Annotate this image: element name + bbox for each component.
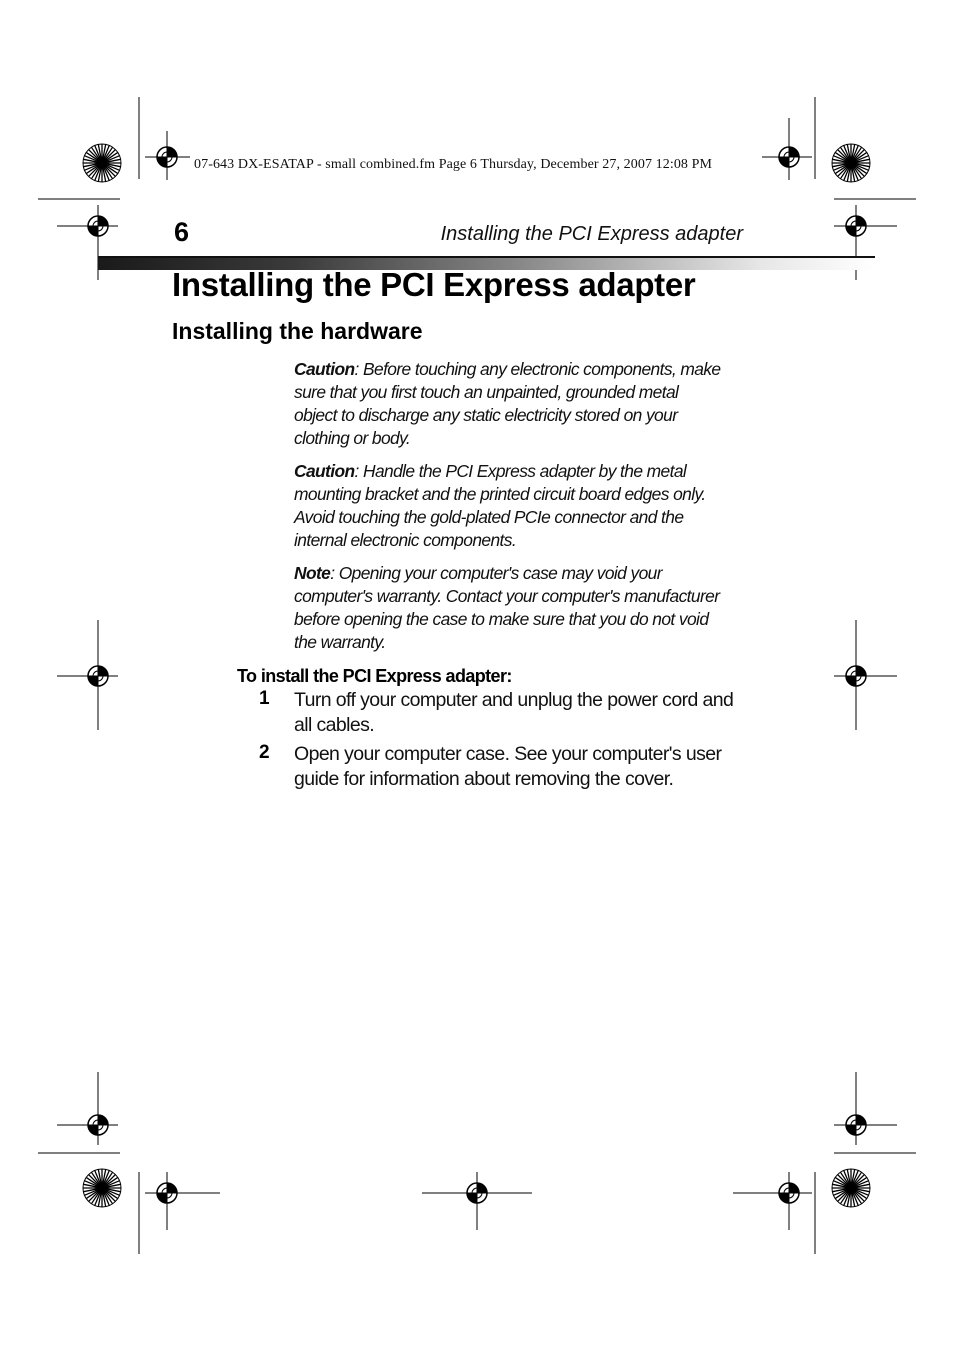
page-title: Installing the PCI Express adapter <box>172 266 696 303</box>
section-heading: Installing the hardware <box>172 318 423 344</box>
note-label: Caution <box>294 461 355 481</box>
procedure-heading: To install the PCI Express adapter: <box>237 666 512 686</box>
step-text: Open your computer case. See your computer's user guide for information about removing the cover. <box>294 743 722 790</box>
caution-note <box>294 358 724 450</box>
note-label: Caution <box>294 359 355 379</box>
warranty-note <box>294 562 724 654</box>
slug-line: 07-643 DX-ESATAP - small combined.fm Page 6 Thursday, December 27, 2007 12:08 PM <box>194 157 713 172</box>
header-rule <box>98 256 875 258</box>
step-text: Turn off your computer and unplug the power cord and all cables. <box>294 689 734 736</box>
note-text: : Handle the PCI Express adapter by the metal mounting bracket and the printed circuit board edges only. Avoid touching the gold-plated PCIe connector and the internal electronic components. <box>294 461 706 550</box>
note-label: Note <box>294 563 331 583</box>
note-text: : Before touching any electronic components, make sure that you first touch an unpainted, grounded metal object to discharge any static electricity stored on your clothing or body. <box>294 359 721 448</box>
page-number: 6 <box>174 217 190 247</box>
step-number: 1 <box>259 688 270 709</box>
note-text: : Opening your computer's case may void your computer's warranty. Contact your computer's manufacturer before opening the case to make sure that you do not void the warranty. <box>294 563 720 652</box>
step-number: 2 <box>259 742 270 763</box>
caution-note <box>294 460 724 552</box>
running-header: Installing the PCI Express adapter <box>440 223 743 245</box>
